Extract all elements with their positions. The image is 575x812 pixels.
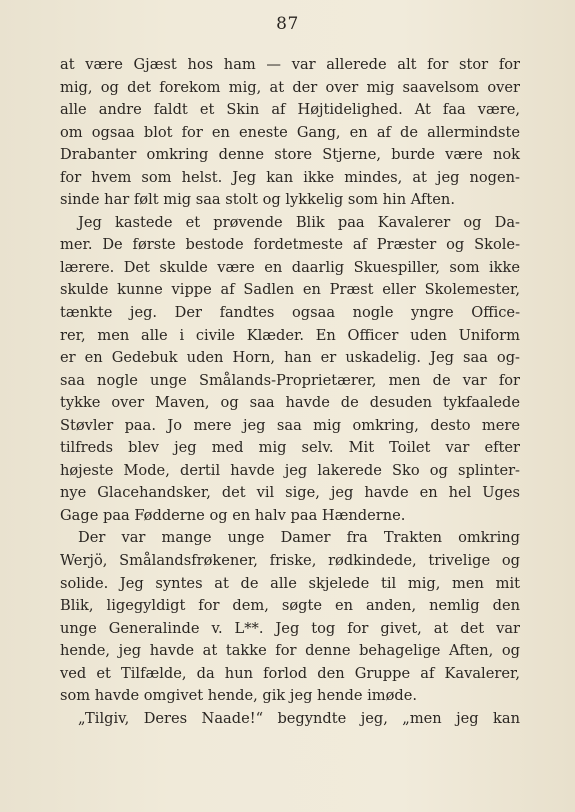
text-line: tilfreds blev jeg med mig selv. Mit Toilet var efter <box>60 439 520 457</box>
text-line: Drabanter omkring denne store Stjerne, burde være nok <box>60 146 520 164</box>
text-line: Blik, ligegyldigt for dem, søgte en anden, nemlig den <box>60 597 520 615</box>
text-line: skulde kunne vippe af Sadlen en Præst eller Skolemester, <box>60 281 520 299</box>
text-line: solide. Jeg syntes at de alle skjelede til mig, men mit <box>60 574 520 592</box>
text-line: nye Glacehandsker, det vil sige, jeg havde en hel Uges <box>60 484 520 502</box>
body-text <box>60 54 520 730</box>
text-line: hende, jeg havde at takke for denne behagelige Aften, og <box>60 642 520 660</box>
text-line: om ogsaa blot for en eneste Gang, en af de allermindste <box>60 123 520 141</box>
text-line: Jeg kastede et prøvende Blik paa Kavalerer og Da- <box>78 213 520 231</box>
text-line: Der var mange unge Damer fra Trakten omkring <box>78 529 520 547</box>
text-line: Gage paa Fødderne og en halv paa Hænderne. <box>60 506 406 524</box>
text-line: saa nogle unge Smålands-Proprietærer, men de var for <box>60 371 520 389</box>
text-line: ved et Tilfælde, da hun forlod den Gruppe af Kavalerer, <box>60 664 520 682</box>
text-line: tænkte jeg. Der fandtes ogsaa nogle yngre Office- <box>60 304 520 322</box>
text-line: rer, men alle i civile Klæder. En Officer uden Uniform <box>60 326 520 344</box>
text-line: som havde omgivet hende, gik jeg hende imøde. <box>60 687 418 705</box>
text-line: højeste Mode, dertil havde jeg lakerede Sko og splinter- <box>60 461 520 479</box>
page-number: 87 <box>276 14 299 34</box>
text-line: alle andre faldt et Skin af Højtidelighed. At faa være, <box>60 101 520 119</box>
text-line: for hvem som helst. Jeg kan ikke mindes, at jeg nogen- <box>60 168 520 186</box>
text-line: lærere. Det skulde være en daarlig Skuespiller, som ikke <box>60 258 520 276</box>
text-line: unge Generalinde v. L**. Jeg tog for givet, at det var <box>60 619 520 637</box>
text-line: at være Gjæst hos ham — var allerede alt for stor for <box>60 56 520 73</box>
text-line: Werjö, Smålandsfrøkener, friske, rødkindede, trivelige og <box>60 552 520 570</box>
text-line: „Tilgiv, Deres Naade!“ begyndte jeg, „men jeg kan <box>78 709 520 727</box>
text-line: mer. De første bestode fordetmeste af Præster og Skole- <box>60 236 520 254</box>
text-line: er en Gedebuk uden Horn, han er uskadelig. Jeg saa og- <box>60 349 520 367</box>
text-line: mig, og det forekom mig, at der over mig saavelsom over <box>60 78 520 96</box>
text-line: tykke over Maven, og saa havde de desuden tykfaalede <box>60 394 520 412</box>
text-line: Støvler paa. Jo mere jeg saa mig omkring, desto mere <box>60 416 520 434</box>
text-line: sinde har følt mig saa stolt og lykkelig som hin Aften. <box>60 191 455 209</box>
